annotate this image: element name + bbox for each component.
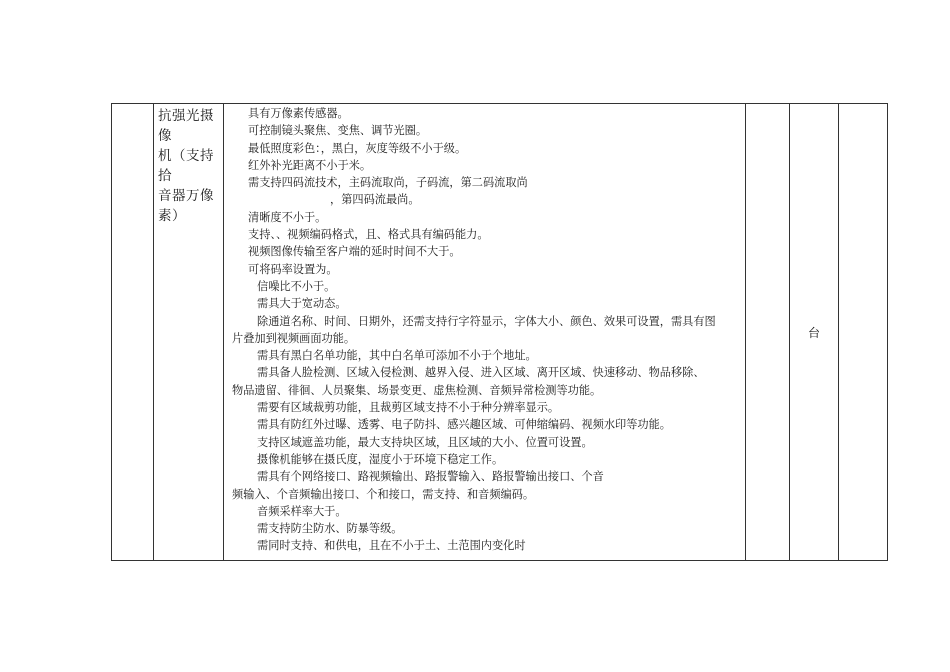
spec-line: 摄像机能够在摄氏度，湿度小于环境下稳定工作。 xyxy=(257,452,504,466)
spec-line: 需同时支持、和供电，且在不小于土、土范围内变化时 xyxy=(257,539,526,553)
spec-line: 需具有个网络接口、路视频输出、路报警输入、路报警输出接口、个音 xyxy=(257,470,604,484)
spec-line: 红外补光距离不小于米。 xyxy=(248,158,372,172)
quantity-cell xyxy=(839,104,888,561)
spec-line: 片叠加到视频画面功能。 xyxy=(232,331,356,345)
spec-line: 需具有防红外过曝、透雾、电子防抖、感兴趣区域、可伸缩编码、视频水印等功能。 xyxy=(257,418,671,432)
unit-cell xyxy=(790,104,839,561)
spec-line: 支持、、视频编码格式，且、格式具有编码能力。 xyxy=(248,228,489,242)
unit-label: 台 xyxy=(807,325,820,340)
spec-cell xyxy=(224,104,746,561)
spec-line: 清晰度不小于。 xyxy=(248,210,327,224)
spec-line: 可控制镜头聚焦、变焦、调节光圈。 xyxy=(248,124,428,138)
spec-line: 需要有区域裁剪功能，且裁剪区域支持不小于种分辨率显示。 xyxy=(257,401,560,415)
spec-table xyxy=(111,103,888,561)
spec-line: 支持区域遮盖功能，最大支持块区域，且区域的大小、位置可设置。 xyxy=(257,435,593,449)
empty-cell xyxy=(746,104,790,561)
spec-line: 需支持防尘防水、防暴等级。 xyxy=(257,522,403,536)
spec-line: 需具有黑白名单功能，其中白名单可添加不小于个地址。 xyxy=(257,349,537,363)
spec-line: 需支持四码流技术，主码流取尚，子码流，第二码流取尚 xyxy=(248,176,528,190)
spec-line: 可将码率设置为。 xyxy=(248,262,338,276)
spec-line: 需具大于宽动态。 xyxy=(257,297,347,311)
spec-line: 音频采样率大于。 xyxy=(257,504,347,518)
item-name-cell xyxy=(154,104,224,561)
spec-line: 信噪比不小于。 xyxy=(257,279,336,293)
spec-line: ，第四码流最尚。 xyxy=(330,193,420,207)
spec-line: 视频图像传输至客户端的延时时间不大于。 xyxy=(248,245,461,259)
spec-list xyxy=(224,104,745,555)
spec-line: 需具备人脸检测、区域入侵检测、越界入侵、进入区域、离开区域、快速移动、物品移除、 xyxy=(257,366,705,380)
table-row xyxy=(112,104,888,561)
spec-line: 频输入、个音频输出接口、个和接口，需支持、和音频编码。 xyxy=(232,487,535,501)
item-name-line: 抗强光摄像 xyxy=(158,108,214,144)
item-name-line: 素） xyxy=(158,208,186,224)
spec-line: 除通道名称、时间、日期外，还需支持行字符显示，字体大小、颜色、效果可设置，需具有图 xyxy=(257,314,716,328)
item-name-line: 机（支持拾 xyxy=(158,148,214,184)
item-name-line: 音器万像 xyxy=(158,188,214,204)
index-cell xyxy=(112,104,154,561)
item-name xyxy=(154,104,223,226)
spec-line: 最低照度彩色：，黑白，灰度等级不小于级。 xyxy=(248,141,467,155)
spec-line: 具有万像素传感器。 xyxy=(248,107,349,120)
spec-line: 物品遗留、徘徊、人员聚集、场景变更、虚焦检测、音频异常检测等功能。 xyxy=(232,383,602,397)
